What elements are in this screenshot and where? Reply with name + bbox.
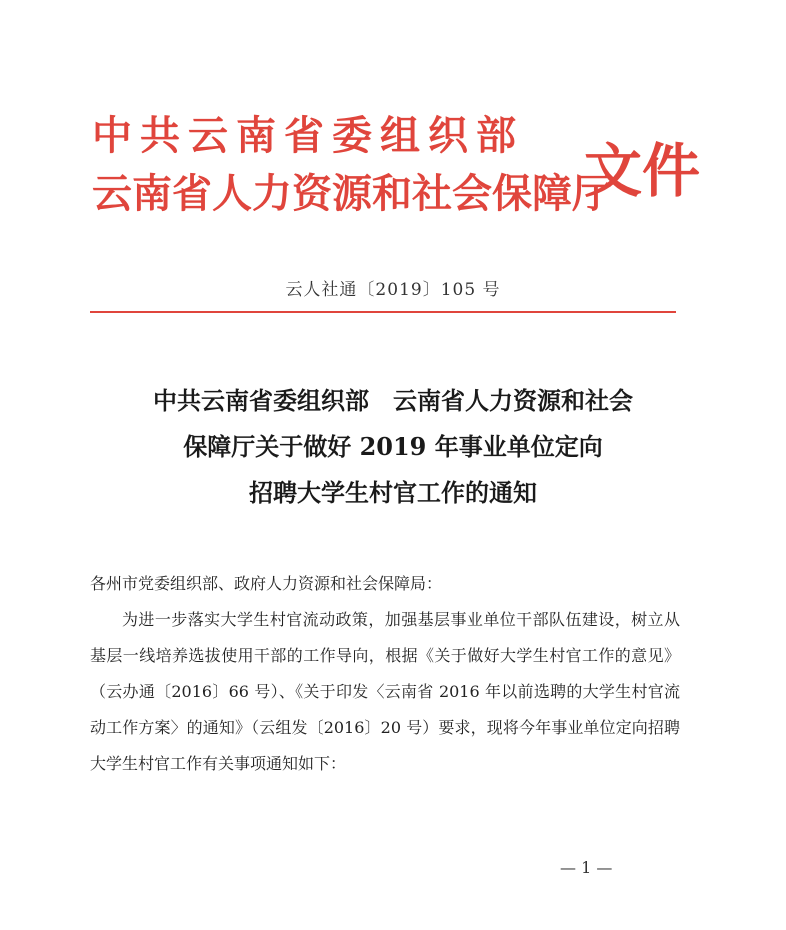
masthead-issuer-1: 中共云南省委组织部 — [92, 112, 524, 159]
body-paragraph: 为进一步落实大学生村官流动政策，加强基层事业单位干部队伍建设，树立从基层一线培养选拔使用干部的工作导向，根据《关于做好大学生村官工作的意见》（云办通〔2016〕66 号）、《关于印发〈云南省 2016 年以前选聘的大学生村官流动工作方案〉的通知》（云组发〔2016〕20 号）要求，现将今年事业单位定向招聘大学生村官工作有关事项通知如下： — [90, 610, 680, 773]
document-title — [60, 378, 726, 516]
red-separator-line — [90, 311, 676, 313]
masthead-suffix: 文件 — [584, 137, 701, 205]
title-line-2: 保障厅关于做好 2019 年事业单位定向 — [183, 432, 603, 461]
title-line-1: 中共云南省委组织部 云南省人力资源和社会 — [153, 386, 633, 415]
salutation: 各州市党委组织部、政府人力资源和社会保障局： — [90, 574, 443, 593]
masthead-issuer-2: 云南省人力资源和社会保障厅 — [92, 170, 612, 217]
document-number: 云人社通〔2019〕105 号 — [285, 280, 501, 300]
page-number: — 1 — — [560, 858, 613, 877]
document-body — [90, 566, 680, 782]
title-line-3: 招聘大学生村官工作的通知 — [249, 478, 537, 507]
masthead — [92, 104, 701, 224]
